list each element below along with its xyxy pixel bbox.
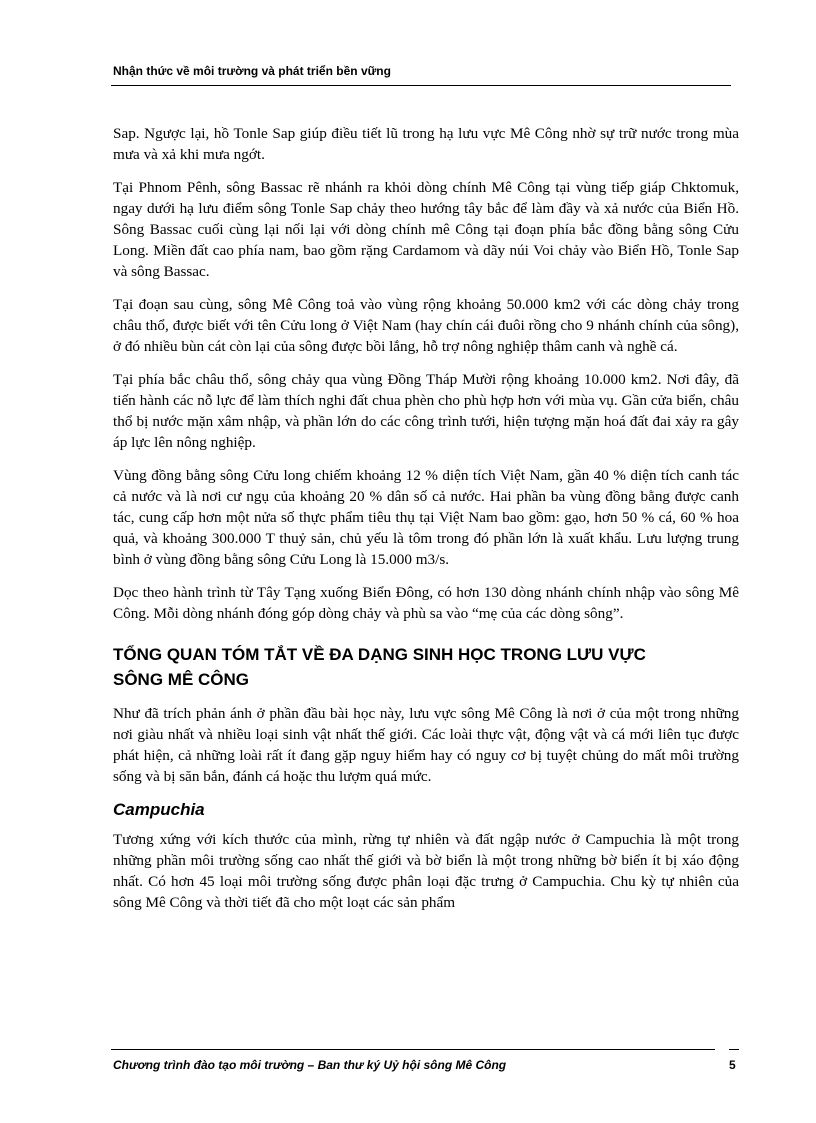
running-footer: Chương trình đào tạo môi trường – Ban thư ký Uỷ hội sông Mê Công (113, 1058, 507, 1072)
paragraph: Tại phía bắc châu thổ, sông chảy qua vùng Đồng Tháp Mười rộng khoảng 10.000 km2. Nơi đây, đã tiến hành các nỗ lực để làm thích nghi đất chua phèn cho phù hợp hơn với mùa vụ. Gần cửa biển, châu thổ bị nước mặn xâm nhập, và phần lớn do các công trình tưới, hiện tượng mặn hoá đất đai xảy ra gây áp lực lên nông nghiệp. (113, 371, 739, 451)
section-heading: TỔNG QUAN TÓM TẮT VỀ ĐA DẠNG SINH HỌC TRONG LƯU VỰC SÔNG MÊ CÔNG (113, 645, 646, 689)
header-rule (111, 85, 731, 86)
paragraph: Tại Phnom Pênh, sông Bassac rẽ nhánh ra khỏi dòng chính Mê Công tại vùng tiếp giáp Chktomuk, ngay dưới hạ lưu điểm sông Tonle Sap chảy theo hướng tây bắc để làm đầy và xả nước của Biển Hồ. Sông Bassac cuối cùng lại nối lại với dòng chính mê Công tại đoạn phía bắc đồng bằng sông Cửu Long. Miền đất cao phía nam, bao gồm rặng Cardamom và dãy núi Voi chảy vào Biển Hồ, Tonle Sap và sông Bassac. (113, 179, 739, 280)
running-header: Nhận thức về môi trường và phát triển bền vững (113, 64, 391, 78)
paragraph: Vùng đồng bằng sông Cửu long chiếm khoảng 12 % diện tích Việt Nam, gần 40 % diện tích canh tác cả nước và là nơi cư ngụ của khoảng 20 % dân số cả nước. Hai phần ba vùng đồng bằng được canh tác, cung cấp hơn một nửa số thực phẩm tiêu thụ tại Việt Nam bao gồm: gạo, hơn 50 % cá, 60 % hoa quả, và khoảng 300.000 T thuỷ sản, chủ yếu là tôm trong đó phần lớn là xuất khẩu. Lưu lượng trung bình ở vùng đồng bằng sông Cửu Long là 15.000 m3/s. (113, 467, 739, 568)
subsection-heading: Campuchia (113, 800, 205, 819)
footer-rule (111, 1049, 715, 1050)
footer-rule-tick (729, 1049, 739, 1050)
body-text (113, 123, 739, 925)
paragraph: Như đã trích phản ánh ở phần đầu bài học này, lưu vực sông Mê Công là nơi ở của một trong những nơi giàu nhất và nhiều loại sinh vật nhất thế giới. Các loài thực vật, động vật và cá mới liên tục được phát hiện, cả những loài rất ít đang gặp nguy hiểm hay có nguy cơ bị tuyệt chủng do mất môi trường sống và bị săn bắn, đánh cá hoặc thu lượm quá mức. (113, 705, 739, 785)
paragraph: Sap. Ngược lại, hồ Tonle Sap giúp điều tiết lũ trong hạ lưu vực Mê Công nhờ sự trữ nước trong mùa mưa và xả khi mưa ngớt. (113, 125, 739, 163)
paragraph: Tại đoạn sau cùng, sông Mê Công toả vào vùng rộng khoảng 50.000 km2 với các dòng chảy trong châu thổ, được biết với tên Cửu long ở Việt Nam (hay chín cái đuôi rồng cho 9 nhánh chính của sông), ở đó nhiều bùn cát còn lại của sông được bồi lắng, hỗ trợ nông nghiệp thâm canh và nghề cá. (113, 296, 739, 355)
paragraph: Tương xứng với kích thước của mình, rừng tự nhiên và đất ngập nước ở Campuchia là một trong những phần môi trường sống cao nhất thế giới và bờ biển là một trong những bờ biển ít bị xáo động nhất. Có hơn 45 loại môi trường sống được phân loại đặc trưng ở Campuchia. Chu kỳ tự nhiên của sông Mê Công và thời tiết đã cho một loạt các sản phẩm (113, 831, 739, 911)
page-number: 5 (729, 1058, 736, 1072)
paragraph: Dọc theo hành trình từ Tây Tạng xuống Biển Đông, có hơn 130 dòng nhánh chính nhập vào sông Mê Công. Mỗi dòng nhánh đóng góp dòng chảy và phù sa vào “mẹ của các dòng sông”. (113, 584, 739, 622)
